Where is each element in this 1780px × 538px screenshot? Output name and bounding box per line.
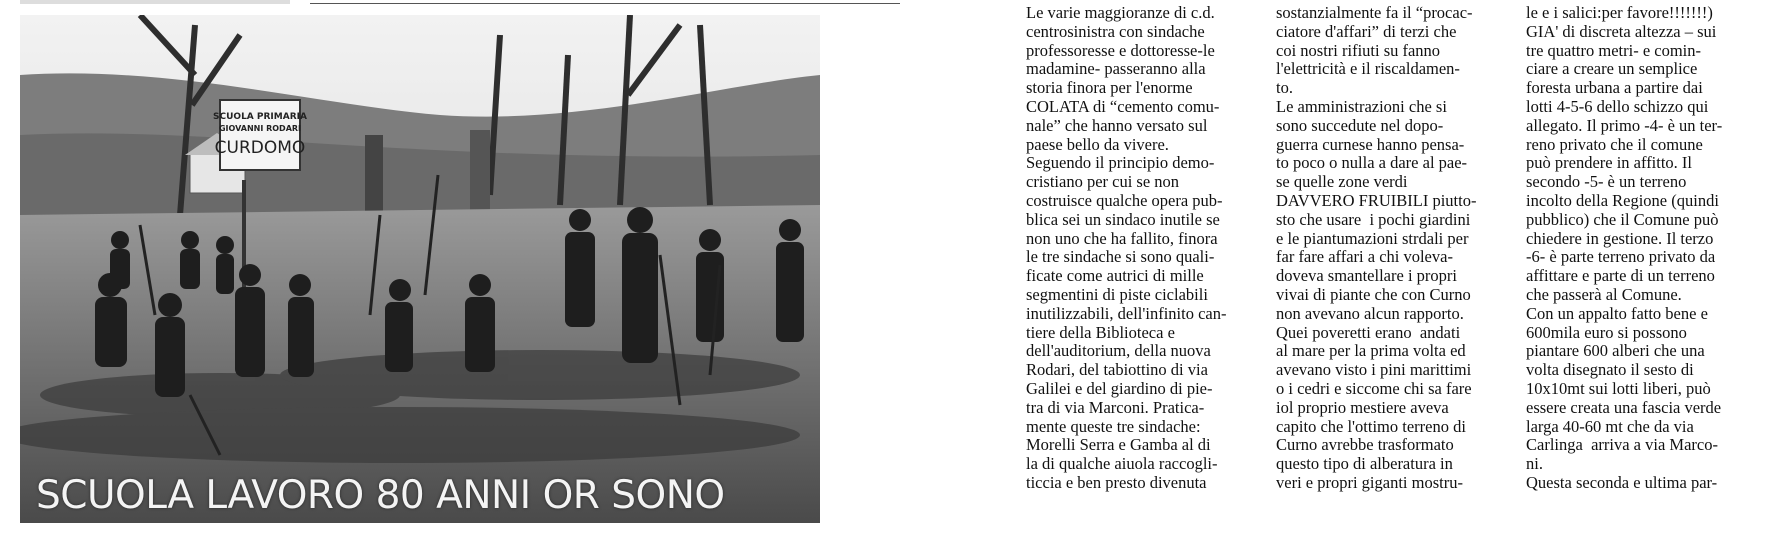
article-line: affittare e parte di un terreno [1526, 266, 1715, 286]
article-line: Le varie maggioranze di c.d. [1026, 3, 1215, 22]
article-line: to. [1276, 78, 1293, 98]
article-line: secondo -5- è un terreno [1526, 172, 1687, 192]
photo-caption: SCUOLA LAVORO 80 ANNI OR SONO [36, 473, 725, 518]
article-line: COLATA di “cemento comu- [1026, 96, 1220, 116]
article-line: inutilizzabili, dell'infinito can- [1026, 303, 1227, 323]
article-line: essere creata una fascia verde [1526, 397, 1722, 417]
photo-illustration [20, 15, 820, 523]
article-line: foresta urbana a partire dai [1526, 78, 1703, 98]
article-line: tra di via Marconi. Pratica- [1026, 397, 1205, 417]
article-line: se quelle zone verdi [1276, 172, 1408, 192]
article-line: e le piantumazioni strdali per [1276, 228, 1469, 248]
article-line: Carlinga arriva a via Marco- [1526, 435, 1718, 455]
article-line: sostanzialmente fa il “procac- [1276, 3, 1473, 22]
article-line: GIA' di discreta altezza – sui [1526, 21, 1717, 41]
article-line: sono succedute nel dopo- [1276, 115, 1444, 135]
article-line: 10x10mt sui lotti liberi, può [1526, 378, 1711, 398]
article-line: capito che l'ottimo terreno di [1276, 416, 1466, 436]
article-line: al mare per la prima volta ed [1276, 341, 1466, 361]
article-line: ciatore d'affari” di terzi che [1276, 21, 1457, 41]
article-line: segmentini di piste ciclabili [1026, 284, 1208, 304]
article-line: sto che usare i pochi giardini [1276, 209, 1471, 229]
article-line: far fare affari a chi voleva- [1276, 247, 1453, 267]
article-line: Le amministrazioni che si [1276, 96, 1447, 116]
sign-line-2: GIOVANNI RODARI [218, 124, 302, 133]
article-line: blica sei un sindaco inutile se [1026, 209, 1220, 229]
article-line: ciare a creare un semplice [1526, 59, 1698, 79]
article-line: può prendere in affitto. Il [1526, 153, 1693, 173]
article-line: non avevano alcun rapporto. [1276, 303, 1464, 323]
article-line: tiere della Biblioteca e [1026, 322, 1175, 342]
article-line: dell'auditorium, della nuova [1026, 341, 1211, 361]
article-line: iol proprio mestiere aveva [1276, 397, 1449, 417]
article-line: Quei poveretti erano andati [1276, 322, 1461, 342]
article-line: lotti 4-5-6 dello schizzo qui [1526, 96, 1709, 116]
article-line: mente queste tre sindache: [1026, 416, 1201, 436]
article-line: allegato. Il primo -4- è un ter- [1526, 115, 1723, 135]
article-line: nale” che hanno versato sul [1026, 115, 1208, 135]
article-line: questo tipo di alberatura in [1276, 454, 1453, 474]
article-line: to poco o nulla a dare al pae- [1276, 153, 1468, 173]
article-line: l'elettricità e il riscaldamen- [1276, 59, 1460, 79]
article-line: -6- è parte terreno privato da [1526, 247, 1716, 267]
page-header-fragment [0, 0, 900, 14]
article-line: cristiano per cui se non [1026, 172, 1180, 192]
article-line: la di qualche aiuola raccogli- [1026, 454, 1218, 474]
article-line: coi nostri rifiuti su fanno [1276, 40, 1441, 60]
article-line: Morelli Serra e Gamba al di [1026, 435, 1211, 455]
article-column-1 [1026, 4, 1226, 493]
article-line: avevano visto i pini marittimi [1276, 360, 1472, 380]
header-rule [310, 3, 900, 4]
article-line: Galilei e del giardino di pie- [1026, 378, 1213, 398]
article-line: guerra curnese hanno pensa- [1276, 134, 1465, 154]
article-line: ticcia e ben presto divenuta [1026, 472, 1207, 492]
article-line: costruisce qualche opera pub- [1026, 190, 1223, 210]
article-line: incolto della Regione (quindi [1526, 190, 1719, 210]
article-line: madamine- passeranno alla [1026, 59, 1206, 79]
sign-line-1: SCUOLA PRIMARIA [213, 112, 307, 122]
article-line: vivai di piante che con Curno [1276, 284, 1471, 304]
article-line: doveva smantellare i propri [1276, 266, 1457, 286]
article-line: o i cedri e siccome chi sa fare [1276, 378, 1472, 398]
article-line: larga 40-60 mt che da via [1526, 416, 1694, 436]
article-line: ni. [1526, 454, 1543, 474]
article-line: Questa seconda e ultima par- [1526, 472, 1718, 492]
article-line: Seguendo il principio demo- [1026, 153, 1215, 173]
article-line: DAVVERO FRUIBILI piutto- [1276, 190, 1477, 210]
article-line: 600mila euro si possono [1526, 322, 1687, 342]
article-line: storia finora per l'enorme [1026, 78, 1193, 98]
article-line: le e i salici:per favore!!!!!!!) [1526, 3, 1713, 22]
article-line: le tre sindache si sono quali- [1026, 247, 1215, 267]
article-line: tre quattro metri- e comin- [1526, 40, 1702, 60]
article-line: centrosinistra con sindache [1026, 21, 1205, 41]
article-column-2 [1276, 4, 1476, 493]
article-line: professoresse e dottoresse-le [1026, 40, 1215, 60]
article-column-3 [1526, 4, 1722, 493]
header-text-fragment [20, 0, 290, 4]
article-line: Rodari, del tabiottino di via [1026, 360, 1208, 380]
article-line: non uno che ha fallito, finora [1026, 228, 1218, 248]
article-line: chiedere in gestione. Il terzo [1526, 228, 1714, 248]
article-line: volta disegnato il sesto di [1526, 360, 1694, 380]
article-line: Con un appalto fatto bene e [1526, 303, 1708, 323]
sign-line-3: CURDOMO [214, 138, 306, 158]
article-line: reno privato che il comune [1526, 134, 1703, 154]
article-line: paese bello da vivere. [1026, 134, 1169, 154]
article-line: Curno avrebbe trasformato [1276, 435, 1454, 455]
historic-photo [20, 15, 820, 523]
article-line: veri e propri giganti mostru- [1276, 472, 1463, 492]
article-line: ficate come autrici di mille [1026, 266, 1204, 286]
article-line: che passerà al Comune. [1526, 284, 1682, 304]
article-line: pubblico) che il Comune può [1526, 209, 1719, 229]
article-line: piantare 600 alberi che una [1526, 341, 1705, 361]
